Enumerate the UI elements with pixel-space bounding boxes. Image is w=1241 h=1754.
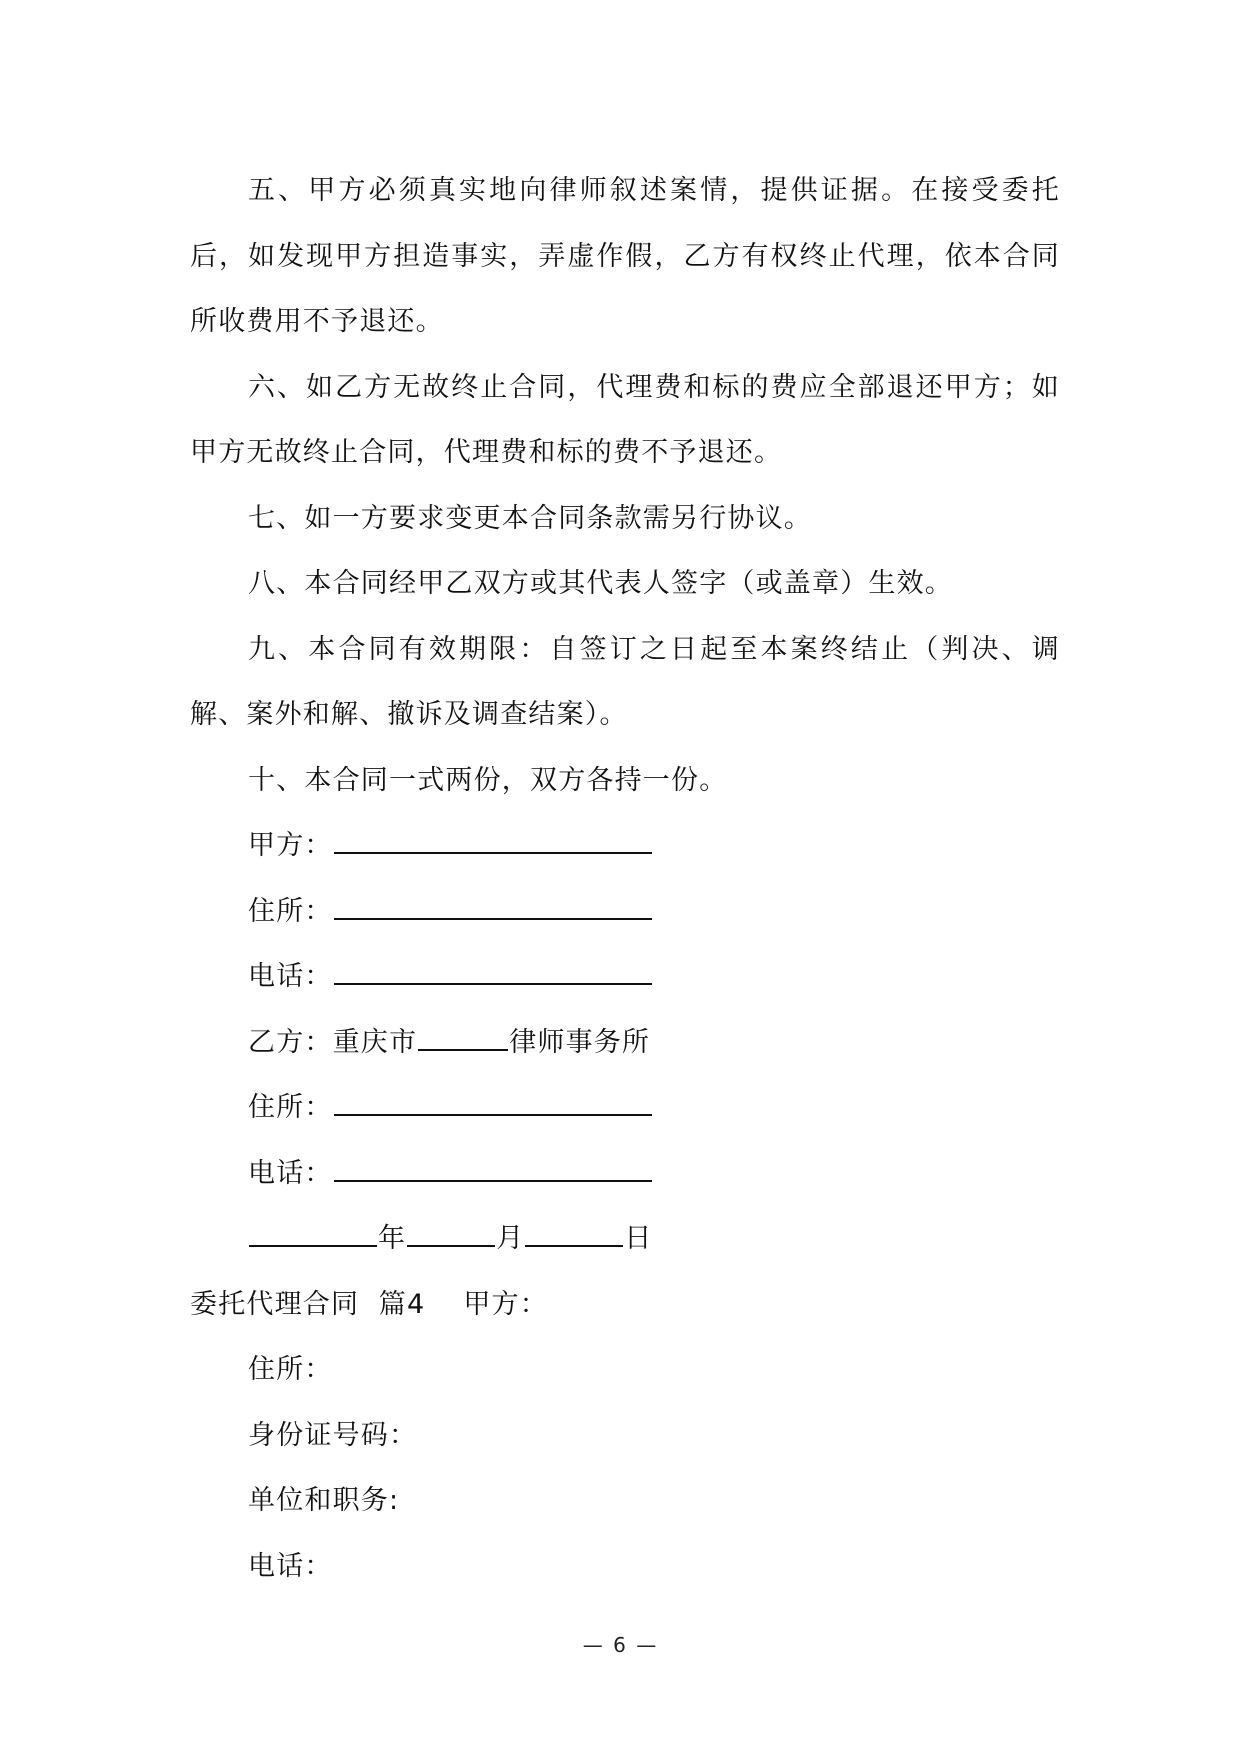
party-b-suffix: 律师事务所 [509,1026,651,1058]
party-a-phone-label: 电话： [248,961,333,992]
party-b-address-label: 住所： [248,1092,333,1123]
party-a-blank [334,830,652,854]
party-b-address-line [190,1075,1060,1141]
clause-10: 十、本合同一式两份，双方各持一份。 [248,764,728,796]
document-body [190,158,1060,1599]
party-a-signature-line [190,813,1060,879]
party-b-label: 乙方：重庆市 [248,1026,418,1058]
clause-9: 九、本合同有效期限：自签订之日起至本案终结止（判决、调解、案外和解、撤诉及调查结案）。 [190,633,1060,730]
month-blank [407,1223,495,1247]
section-party-a: 甲方： [463,1288,548,1320]
clause-8: 八、本合同经甲乙双方或其代表人签字（或盖章）生效。 [248,568,953,599]
party-b-firm-blank [418,1027,508,1051]
party-a-phone-line [190,944,1060,1010]
clause-6: 六、如乙方无故终止合同，代理费和标的费应全部退还甲方；如甲方无故终止合同，代理费和标的费不予退还。 [190,371,1060,468]
party-a-phone-blank [334,961,652,985]
clause-7: 七、如一方要求变更本合同条款需另行协议。 [248,502,812,534]
page-number: — 6 — [582,1633,659,1657]
day-label: 日 [624,1223,653,1254]
party-a-address-label: 住所： [248,895,333,927]
year-label: 年 [378,1223,407,1254]
year-blank [249,1223,377,1247]
party-a-address-blank [334,896,652,920]
section-heading-line [190,1272,1060,1338]
party-b-phone-line [190,1141,1060,1207]
section-title: 委托代理合同 篇4 [190,1288,426,1320]
month-label: 月 [496,1223,525,1254]
party-a-address-line [190,879,1060,945]
section-id-number: 身份证号码： [248,1419,418,1451]
section-address: 住所： [248,1354,333,1385]
party-b-address-blank [334,1092,652,1116]
clause-5: 五、甲方必须真实地向律师叙述案情，提供证据。在接受委托后，如发现甲方担造事实，弄虚作假，乙方有权终止代理，依本合同所收费用不予退还。 [190,175,1060,337]
party-b-signature-line [190,1010,1060,1076]
section-employer-position: 单位和职务: [248,1485,400,1516]
date-line [190,1206,1060,1272]
party-b-phone-label: 电话： [248,1157,333,1189]
section-phone: 电话： [248,1550,333,1582]
party-a-label: 甲方： [248,830,333,861]
day-blank [525,1223,623,1247]
party-b-phone-blank [334,1158,652,1182]
